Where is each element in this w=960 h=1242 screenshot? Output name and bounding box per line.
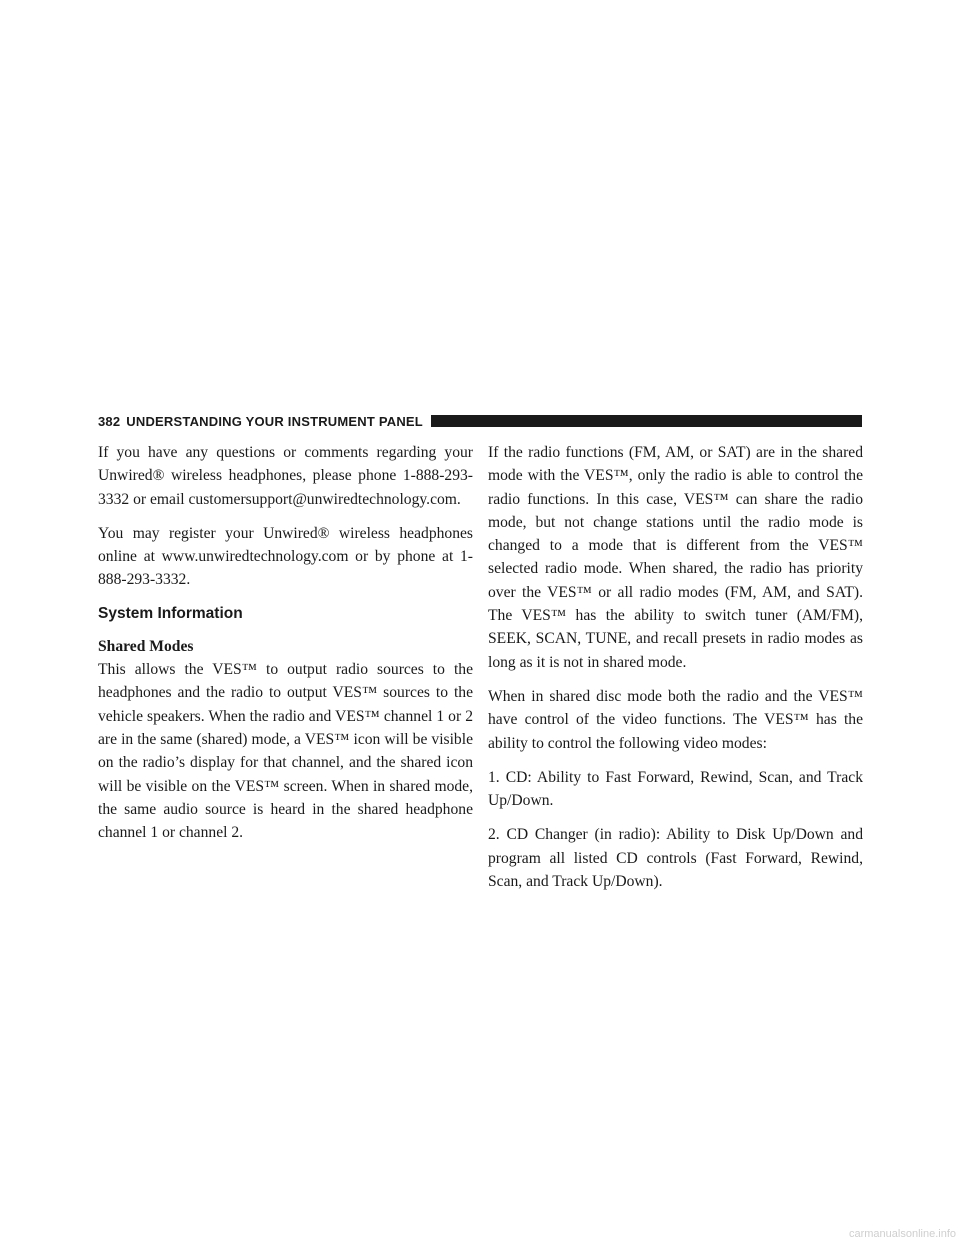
list-item-cd: 1. CD: Ability to Fast Forward, Rewind, Scan, and Track Up/Down. (488, 768, 863, 810)
running-header (98, 414, 862, 428)
left-column (98, 441, 473, 855)
list-item-cd-changer: 2. CD Changer (in radio): Ability to Disk Up/Down and program all listed CD controls (Fast Forward, Rewind, Scan, and Track Up/Down). (488, 826, 863, 891)
right-column (488, 441, 863, 904)
subsection-heading: Shared Modes (98, 637, 194, 655)
header-text (98, 414, 423, 429)
radio-functions-paragraph: If the radio functions (FM, AM, or SAT) are in the shared mode with the VES™, only the radio is able to control the radio functions. In this case, VES™ can share the radio mode, but not change stations until the radio mode is changed to a mode that is different from the VES™ selected radio mode. When shared, the radio has priority over the VES™ or all radio modes (FM, AM, and SAT). The VES™ has the ability to switch tuner (AM/FM), SEEK, SCAN, TUNE, and recall presets in radio modes as long as it is not in shared mode. (488, 444, 863, 671)
contact-paragraph: If you have any questions or comments regarding your Unwired® wireless headphones, please phone 1-888-293-3332 or email customersupport@unwiredtechnology.com. (98, 444, 473, 508)
shared-disc-paragraph: When in shared disc mode both the radio and the VES™ have control of the video functions. The VES™ has the ability to control the following video modes: (488, 687, 863, 752)
running-title: UNDERSTANDING YOUR INSTRUMENT PANEL (126, 413, 423, 429)
header-rule-bar (431, 415, 862, 427)
section-title: System Information (98, 604, 243, 622)
page-number: 382 (98, 413, 121, 429)
shared-modes-paragraph: This allows the VES™ to output radio sources to the headphones and the radio to output VES™ sources to the vehicle speakers. When the radio and VES™ channel 1 or 2 are in the same (shared) mode, a VES™ icon will be visible on the radio’s display for that channel, and the shared icon will be visible on the VES™ screen. When in shared mode, the same audio source is heard in the shared headphone channel 1 or channel 2. (98, 661, 473, 842)
registration-paragraph: You may register your Unwired® wireless headphones online at www.unwiredtechnology.com or by phone at 1-888-293-3332. (98, 524, 473, 589)
footer-watermark: carmanualsonline.info (848, 1228, 956, 1240)
